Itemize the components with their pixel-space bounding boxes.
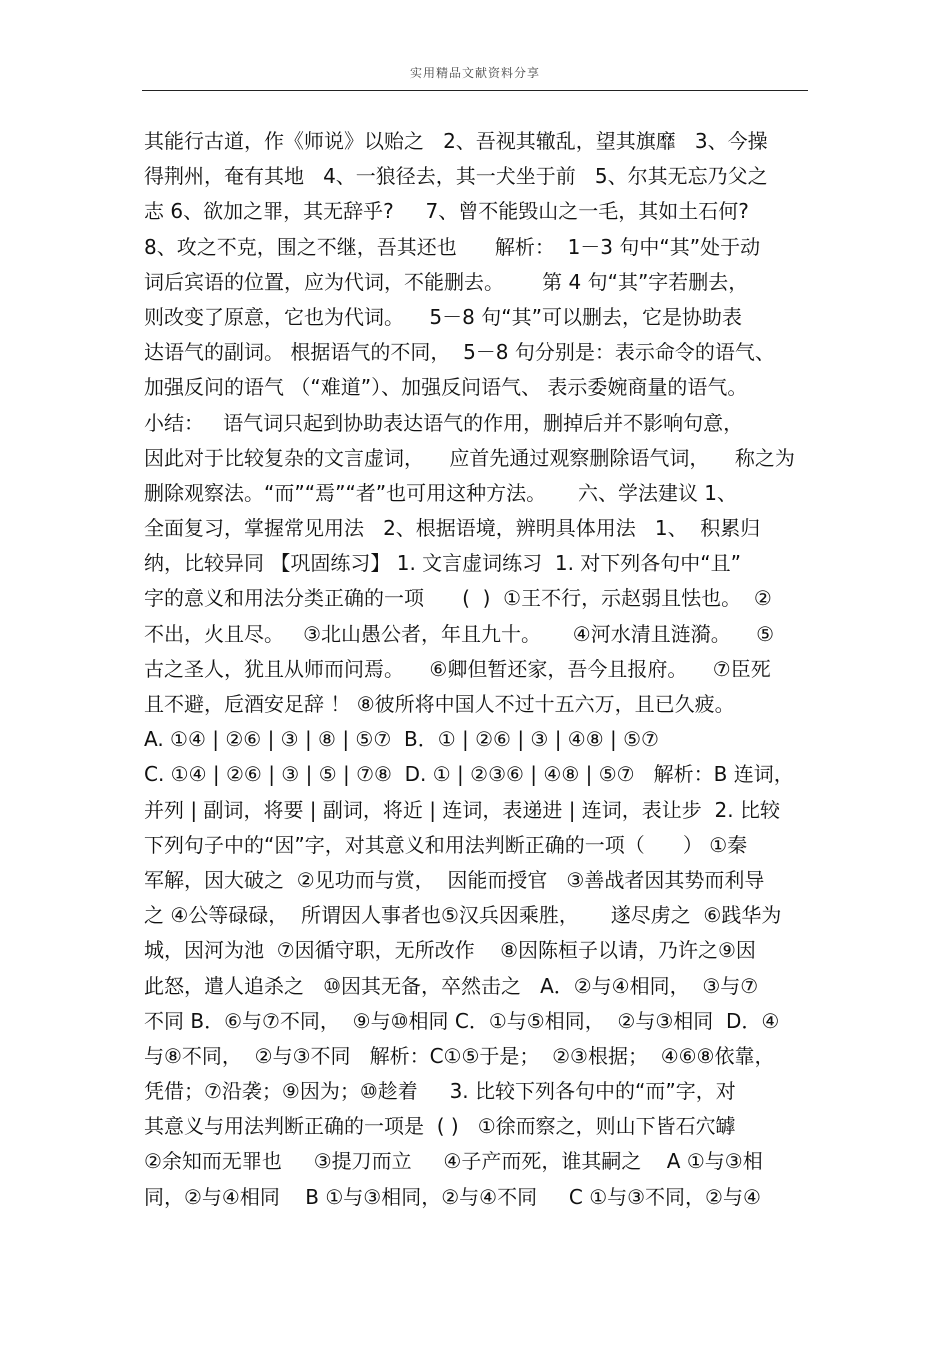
text-line: 达语气的副词。 根据语气的不同， 5－8 句分别是：表示命令的语气、 <box>144 340 775 365</box>
text-line: 其能行古道，作《师说》以贻之 2、吾视其辙乱，望其旗靡 3、今操 <box>144 129 768 153</box>
text-line: C. ①④ | ②⑥ | ③ | ⑤ | ⑦⑧ D. ① | ②③⑥ | ④⑧ | ⑤⑦ 解析：B 连词， <box>144 762 794 787</box>
document-body <box>144 124 814 1215</box>
text-line: 军解，因大破之 ②见功而与赏， 因能而授官 ③善战者因其势而利导 <box>144 867 765 892</box>
text-line: 词后宾语的位置，应为代词，不能删去。 第 4 句“其”字若删去， <box>144 269 749 294</box>
text-line: 其意义与用法判断正确的一项是 ( ) ①徐而察之，则山下皆石穴罅 <box>144 1114 736 1139</box>
text-line: 并列 | 副词，将要 | 副词，将近 | 连词，表递进 | 连词，表让步 2. 比较 <box>144 797 780 822</box>
text-line: 城，因河为池 ⑦因循守职，无所改作 ⑧因陈桓子以请，乃许之⑨因 <box>144 938 756 963</box>
text-line: 凭借；⑦沿袭；⑨因为；⑩趁着 3. 比较下列各句中的“而”字，对 <box>144 1079 736 1104</box>
text-line: 志 6、欲加之罪，其无辞乎? 7、曾不能毁山之一毛，其如土石何? <box>144 199 749 224</box>
text-line: 纳，比较异同 【巩固练习】 1. 文言虚词练习 1. 对下列各句中“且” <box>144 551 742 576</box>
text-line: 且不避，卮酒安足辞 ！ ⑧彼所将中国人不过十五六万，且已久疲。 <box>144 692 735 716</box>
text-line: 得荆州，奄有其地 4、一狼径去，其一犬坐于前 5、尔其无忘乃父之 <box>144 164 768 189</box>
text-line: 删除观察法。“而”“焉”“者”也可用这种方法。 六、学法建议 1、 <box>144 480 738 505</box>
page-header: 实用精品文献资料分享 <box>409 66 540 80</box>
text-line: ②余知而无罪也 ③提刀而立 ④子产而死，谁其嗣之 A ①与③相 <box>144 1149 763 1174</box>
text-line: 全面复习，掌握常见用法 2、根据语境，辨明具体用法 1、 积累归 <box>144 516 761 541</box>
text-line: 8、攻之不克，围之不继，吾其还也 解析： 1－3 句中“其”处于动 <box>144 234 761 259</box>
text-line: 同，②与④相同 B ①与③相同，②与④不同 C ①与③不同，②与④ <box>144 1184 761 1209</box>
text-line: 此怒，遣人追杀之 ⑩因其无备，卒然击之 A．②与④相同， ③与⑦ <box>144 973 759 998</box>
text-line: 下列句子中的“因”字，对其意义和用法判断正确的一项（ ） ①秦 <box>144 832 748 857</box>
text-line: 加强反问的语气 （“难道”）、加强反问语气、 表示委婉商量的语气。 <box>144 375 748 400</box>
text-line: 则改变了原意，它也为代词。 5－8 句“其”可以删去，它是协助表 <box>144 304 742 329</box>
header-divider <box>142 90 808 91</box>
text-line: 不同 B．⑥与⑦不同， ⑨与⑩相同 C．①与⑤相同， ②与③相同 D．④ <box>144 1008 780 1033</box>
text-line: A. ①④ | ②⑥ | ③ | ⑧ | ⑤⑦ B．① | ②⑥ | ③ | ④⑧ | ⑤⑦ <box>144 727 659 752</box>
text-line: 与⑧不同， ②与③不同 解析：C①⑤于是； ②③根据； ④⑥⑧依靠， <box>144 1043 775 1068</box>
text-line: 古之圣人，犹且从师而问焉。 ⑥卿但暂还家，吾今且报府。 ⑦臣死 <box>144 656 771 681</box>
text-line: 小结： 语气词只起到协助表达语气的作用，删掉后并不影响句意， <box>144 410 744 435</box>
text-line: 之 ④公等碌碌， 所谓因人事者也⑤汉兵因乘胜， 遂尽虏之 ⑥践华为 <box>144 903 782 928</box>
text-line: 不出，火且尽。 ③北山愚公者，年且九十。 ④河水清且涟漪。 ⑤ <box>144 621 775 646</box>
text-line: 字的意义和用法分类正确的一项 ( ) ①王不行，示赵弱且怯也。 ② <box>144 586 772 611</box>
text-line: 因此对于比较复杂的文言虚词， 应首先通过观察删除语气词， 称之为 <box>144 445 795 470</box>
